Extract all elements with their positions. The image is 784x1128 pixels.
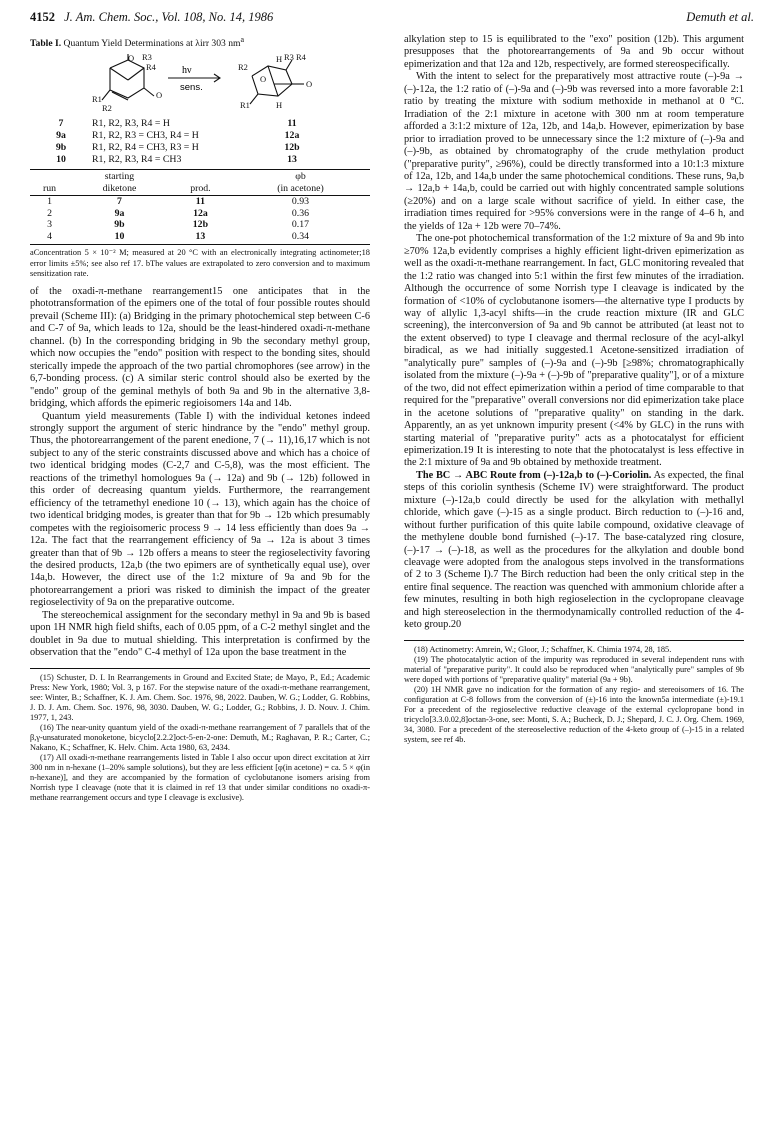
arrow-bottom-label: sens.	[180, 82, 203, 94]
header-diketone: starting diketone	[69, 170, 170, 196]
journal-citation: J. Am. Chem. Soc., Vol. 108, No. 14, 1986	[64, 10, 274, 24]
footnote: (15) Schuster, D. I. In Rearrangements in Ground and Excited State; de Mayo, P., Ed.; Academic Press: New York, 1980; Vol. 3, p 167. For the stepwise nature of the oxadi-π-methane rearrangement, see: Winter, B.; Schaffner, K. J. Am. Chem. Soc. 1976, 98, 2022. Dauben, W. G.; Lodder, G. Robbins, J. D. J. Am. Chem. Soc. 1976, 98, 3030. Dauben, W. G.; Lodder, G.; Robbins, J. D. Nouv. J. Chim. 1977, 1, 243.	[30, 672, 370, 722]
footnote: (20) 1H NMR gave no indication for the formation of any regio- and stereoisomers of 16. The configuration at C-8 follows from the conversion of (±)-16 into the known5a intermediate (±)-19.1 For a precedent of the regioselective reductive cleavage of the external cyclopropane bond in tricyclo[3.3.0.02,8]octan-3-one, see: Monti, S. A.; Bucheck, D. J.; Shepard, J. C. J. Org. Chem. 1969, 34, 3080. For a precedent of the stereoselective reduction of the 4-keto group of (–)-15 in a related system, see ref 4b.	[404, 684, 744, 745]
product-r1-label: R1	[240, 100, 250, 111]
left-column	[30, 34, 370, 803]
footnote-divider	[404, 640, 744, 641]
table-title-note: a	[240, 35, 245, 44]
body-paragraph: of the oxadi-π-methane rearrangement15 one anticipates that in the phototransformation of the epimers one of the total of four possible routes should prevail (Scheme III): (a) Bridging in the primary photochemical step between C-6 and C-7 of 9a, which leads to 12a, should be the least-hindered oxadi-π-methane channel. (b) In the corresponding bridging in 9b the secondary methyl group, which now occupies the "endo" position with respect to the bonding sites, should sterically impede the approach of the two partial chromophores (see arrow) in the 6,7-bonding process. (c) A similar steric control should also be exerted by the "endo" group of the geminal methyls of both 9a and 9b in the alternative 3,8-bridging, which affords the epimeric regioisomers 14a and 14b.	[30, 285, 370, 410]
header-prod: prod.	[170, 170, 231, 196]
footnote: (19) The photocatalytic action of the impurity was reproduced in several independent runs with material of "preparative purity". It could also be reproduced when "analytically pure" samples of 9b were doped with portions of "preparative quality" material (9a + 9b).	[404, 654, 744, 684]
table-footnote: aConcentration 5 × 10⁻² M; measured at 20 °C with an electronically integrating actinometer;18 error limits ±5%; see also ref 17. bThe values are extrapolated to zero conversion and to maximum sensitization rate.	[30, 248, 370, 278]
assignment-row: 9a R1, R2, R3 = CH3, R4 = H 12a	[56, 129, 300, 141]
footnote: (17) All oxadi-π-methane rearrangements listed in Table I also occur upon direct excitation at λirr 300 nm in n-hexane (1–20% sample solutions), but they are less efficient [φ(in acetone) = ca. 5 × φ(in n-hexane)], and they are accompanied by the formation of cyclobutanone isomers arising from Norrish type I cleavage (note that it is claimed in ref 13 that under similar conditions no oxadi-π-methane rearrangement occurs and type I cleavage is exclusive).	[30, 752, 370, 803]
assignment-row: 7 R1, R2, R3, R4 = H 11	[58, 118, 297, 130]
table-caption: Quantum Yield Determinations at λirr 303 nm	[63, 38, 241, 50]
section-paragraph	[404, 470, 744, 632]
table-row: 1 7 11 0.93	[47, 196, 310, 208]
table-label: Table I.	[30, 38, 62, 50]
reaction-scheme	[30, 54, 370, 116]
running-authors: Demuth et al.	[686, 10, 754, 24]
assignment-row: 9b R1, R2, R4 = CH3, R3 = H 12b	[55, 141, 300, 153]
body-paragraph: alkylation step to 15 is equilibrated to the "exo" position (12b). This argument presupposes that the photorearrangements of 9a and 9b occur without epimerization and that 12a and 12b, respectively, are formed stereospecifically.	[404, 34, 744, 70]
table-row: 3 9b 12b 0.17	[47, 219, 310, 231]
header-phi: φb (in acetone)	[231, 170, 370, 196]
section-text: As expected, the final steps of this coriolin synthesis (Scheme IV) were straightforward. The product mixture (–)-12a,b could directly be used for the alkylation with methallyl chloride, which gave (–)-15 as a single product. Birch reduction to (–)-16 and, without further purification of this quite labile compound, oxidative cleavage of the methylene double bond furnished (–)-17. The base-catalyzed ring closure, (–)-17 → (–)-18, as well as the procedures for the alkylation and double bond cleavage were adopted from the analogous steps involved in the transformations of 2 to 3 (Scheme I).7 The Birch reduction had been the only critical step in the entire final sequence. The reaction was quenched with ammonium chloride after a few minutes, resulting in both high regioselection in the cyclopropane cleavage and high stereoselection in the thermodynamically controlled reduction of the 4-keto group.20	[404, 469, 744, 631]
reactant-o2-label: O	[156, 90, 163, 101]
product-h2-label: H	[276, 100, 283, 111]
product-r4-label: R4	[296, 54, 306, 63]
body-paragraph: The one-pot photochemical transformation of the 1:2 mixture of 9a and 9b into ≥70% 12a,b evidently comprises a highly efficient light-driven epimerization as well as the oxadi-π-methane rearrangement. In fact, GLC monitoring revealed that the 1:2 ratio was changed into 5:1 within the first few minutes of the irradiation. Although the occurrence of some Norrish type I cleavage is indicated by the formation of <10% of cyclobutanone isomers—the alternative type I products by way of allylic 1,3-acyl shifts—in the crude reaction mixture (IR and GLC screening), the interconversion of 9a and 9b cannot be attributed (at least not to the extent observed) to type I cleavage and thermal reclosure of the acyl-alkyl biradical, as we had initially suggested.1 Acetone-sensitized irradiation of "analytically pure" samples of (–)-9a and (–)-9b [≥98%; chromatographically isolated from the mixture (–)-9a + (–)-9b of "preparative quality"], or of a mixture of the two, did not effect epimerization within a period of time comparable to that required for the "preparative" overall conversions nor did epimerization take place in the acetone solutions of "preparative quality" on standing in the dark. Apparently, an as yet unknown impurity present (<4% by GLC) in the runs with starting material of "preparative purity" acts as a photocatalyst for efficient epimerization.19 It is interesting to note that the photocatalyst is less effective in the 2:1 mixture of 9a and 9b obtained by methoxide treatment.	[404, 233, 744, 469]
assignment-row: 10 R1, R2, R3, R4 = CH3 13	[56, 153, 297, 165]
reaction-scheme-drawing	[30, 54, 370, 116]
table-title	[30, 34, 370, 50]
quantum-yield-table	[30, 169, 370, 245]
reactant-r1-label: R1	[92, 94, 102, 105]
arrow-top-label: hν	[182, 65, 192, 77]
footnote: (16) The near-unity quantum yield of the oxadi-π-methane rearrangement of 7 parallels that of the β,γ-unsaturated monoketone, bicyclo[2.2.2]oct-5-en-2-one: Demuth, M.; Raghavan, P. R.; Carter, C.; Nakano, K.; Schaffner, K. Helv. Chim. Acta 1980, 63, 2434.	[30, 722, 370, 752]
product-h-label: H	[276, 54, 283, 65]
compound-assignments	[30, 118, 370, 165]
body-paragraph: Quantum yield measurements (Table I) with the individual ketones indeed strongly support the argument of steric hindrance by the "endo" methyl group. Thus, the photorearrangement of the parent enedione, 7 (→ 11),16,17 which is not subject to any of the steric constraints discussed above and which has a choice of two identical bridging modes (C-2,7 and C-5,8), was the most efficient. The reactions of the trimethyl homologues 9a (→ 12a) and 9b (→ 12b) followed in this order of decreasing quantum yields. Furthermore, the rearrangement efficiency of the tetramethyl enedione 10 (→ 13), which again has the choice of two identical bridging modes, is greater than that for 9b → 12b which presumably competes with the regioisomeric process 9 → 14 less efficiently than does 9a → 12a. The fact that the rearrangement efficiency of 9a → 12a is about 3 times greater than that of 9b → 12b offers a means to steer the regioselectivity favoring the desired products, 12a,b (the two epimers are of synthetically equal use), over 14a,b. However, the direct use of the 1:2 mixture of 9a and 9b for the photorearrangement a priori was risked to diminish the impact of the greater regioselectivity of 9a on the preparative outcome.	[30, 410, 370, 609]
product-o-label: O	[306, 79, 313, 90]
product-r3-label: R3	[284, 54, 294, 63]
reactant-r4-label: R4	[146, 62, 156, 73]
product-r2-label: R2	[238, 62, 248, 73]
footnote: (18) Actinometry: Amrein, W.; Gloor, J.; Schaffner, K. Chimia 1974, 28, 185.	[414, 644, 672, 654]
running-head	[30, 10, 754, 28]
page-number: 4152	[30, 10, 55, 24]
right-column	[404, 34, 744, 745]
body-paragraph: The stereochemical assignment for the secondary methyl in 9a and 9b is based upon 1H NMR high field shifts, each of 0.05 ppm, of a C-2 methyl singlet and the doublet in 9a due to mutual shielding. This interpretation is confirmed by the observation that the "endo" C-4 methyl of 12a upon the base treatment in the	[30, 609, 370, 659]
body-paragraph: With the intent to select for the preparatively most attractive route (–)-9a → (–)-12a, the 1:2 ratio of (–)-9a and (–)-9b was reversed into a more favorable 2:1 ratio by treating the mixture with sodium methoxide in methanol at 0 °C. Irradiation of the 2:1 mixture in acetone with 300 nm at room temperature afforded a 3:1:2 mixture of 12a, 12b, and 14a,b. However, epimerization by base prior to irradiation proved to be unnecessary since the 1:2 mixture of (–)-9a and (–)-9b, as obtained by chromatography of the crude methylation product ("preparative purity", ≥96%), could be directly transformed into a 10:1:3 mixture of 12a, 12b, and 14a,b under the same photochemical conditions. These runs, 9a,b → 12a,b + 14a,b, could be carried out with highly concentrated sample solutions (≥20%) and on a large scale without sacrifice of yield. In either case, the irradiation times required for >95% conversions were in the range of 4–6 h, and the yields of 12a + 12b were 70–74%.	[404, 71, 744, 232]
product-o2-label: O	[260, 74, 267, 85]
table-row: 4 10 13 0.34	[30, 231, 370, 245]
header-run: run	[30, 170, 69, 196]
reactant-o-label: O	[128, 54, 135, 64]
section-heading: The BC → ABC Route from (–)-12a,b to (–)-Coriolin.	[416, 469, 652, 481]
footnote-divider	[30, 668, 370, 669]
table-row: 2 9a 12a 0.36	[47, 207, 310, 219]
reactant-r3-label: R3	[142, 54, 152, 63]
reactant-r2-label: R2	[102, 103, 112, 114]
table-header-row	[30, 170, 370, 196]
